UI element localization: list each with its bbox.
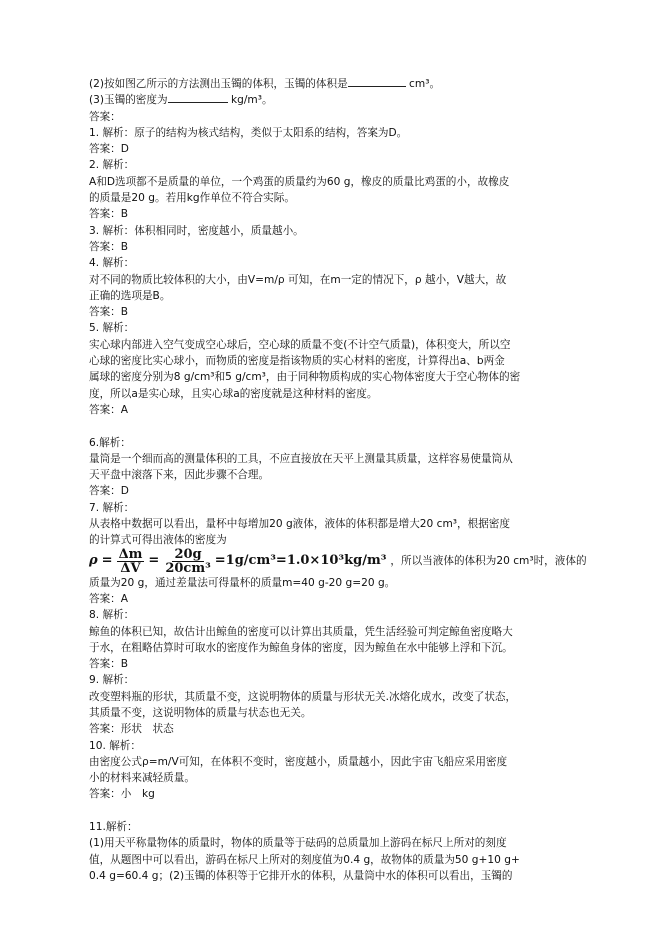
answer-4-text: 对不同的物质比较体积的大小，由V=m/ρ 可知，在m一定的情况下，ρ 越小，V越大，故 bbox=[89, 273, 507, 286]
answer-8-title: 8. 解析： bbox=[89, 609, 135, 622]
answer-11-title: 11.解析： bbox=[89, 821, 138, 834]
answer-8-text: 鲸鱼的体积已知，故估计出鲸鱼的密度可以计算出其质量，凭生活经验可判定鲸鱼密度略大 bbox=[89, 625, 513, 638]
answer-4-title: 4. 解析： bbox=[89, 257, 135, 270]
answer-6-title: 6.解析： bbox=[89, 436, 131, 449]
answer-11-text: 0.4 g=60.4 g；(2)玉镯的体积等于它排开水的体积，从量筒中水的体积可以看出，玉镯的 bbox=[89, 869, 513, 882]
question-2: (2)按如图乙所示的方法测出玉镯的体积，玉镯的体积是 cm³。 bbox=[89, 78, 441, 90]
answer-8-text: 于水，在粗略估算时可取水的密度作为鲸鱼身体的密度，因为鲸鱼在水中能够上浮和下沉。 bbox=[89, 641, 513, 654]
answer-5-text: 属球的密度分别为8 g/cm³和5 g/cm³，由于同种物质构成的实心物体密度大于空心物体的密 bbox=[89, 371, 521, 384]
answer-2: 答案：B bbox=[89, 208, 129, 221]
answer-1-explanation: 1. 解析：原子的结构为核式结构，类似于太阳系的结构，答案为D。 bbox=[89, 126, 408, 139]
answer-blank bbox=[168, 92, 228, 103]
answer-2-title: 2. 解析： bbox=[89, 159, 135, 172]
fraction: $\frac{\Delta m}{\Delta V}$ bbox=[118, 547, 143, 577]
answer-5: 答案：A bbox=[89, 403, 129, 416]
answer-3-explanation: 3. 解析：体积相同时，密度越小，质量越小。 bbox=[89, 224, 304, 237]
answer-6-text: 天平盘中滚落下来，因此步骤不合理。 bbox=[89, 469, 270, 482]
answer-5-text: 心球的密度比实心球小，而物质的密度是指该物质的实心材料的密度，计算得出a、b两金 bbox=[89, 355, 505, 368]
answer-4-text: 正确的选项是B。 bbox=[89, 289, 171, 302]
answer-7: 答案：A bbox=[89, 592, 129, 605]
fraction: $\frac{20g}{\text{20cm³}}$ bbox=[165, 547, 211, 577]
answer-9-title: 9. 解析： bbox=[89, 674, 135, 687]
answer-5-title: 5. 解析： bbox=[89, 322, 135, 335]
answer-6-text: 量筒是一个细而高的测量体积的工具，不应直接放在天平上测量其质量，这样容易使量筒从 bbox=[89, 452, 513, 465]
answer-2-text: A和D选项都不是质量的单位，一个鸡蛋的质量约为60 g，橡皮的质量比鸡蛋的小，故橡皮 bbox=[89, 175, 510, 188]
answer-5-text: 实心球内部进入空气变成空心球后，空心球的质量不变(不计空气质量)，体积变大，所以空 bbox=[89, 338, 511, 351]
answer-document bbox=[89, 76, 587, 884]
answer-7-text: 的计算式可得出液体的密度为 bbox=[89, 534, 227, 547]
answer-2-text: 的质量是20 g。若用kg作单位不符合实际。 bbox=[89, 192, 295, 205]
answer-3: 答案：B bbox=[89, 240, 129, 253]
density-formula-line: ρ = $\frac{\Delta m}{\Delta V}$ = $\frac{20g}{\text{20cm³}}$ =1g/cm³=1.0×10³kg/m³ ，所以当液体的体积为20 cm³时，液体的 bbox=[89, 547, 587, 577]
spacer bbox=[89, 418, 567, 434]
spacer bbox=[89, 803, 567, 819]
answer-8: 答案：B bbox=[89, 658, 129, 671]
answer-10-text: 由密度公式ρ=m/V可知，在体积不变时，密度越小，质量越小，因此宇宙飞船应采用密度 bbox=[89, 755, 508, 768]
answer-10: 答案：小 kg bbox=[89, 788, 155, 801]
answer-9: 答案：形状 状态 bbox=[89, 723, 174, 736]
answer-9-text: 其质量不变，这说明物体的质量与状态也无关。 bbox=[89, 706, 312, 719]
answer-1: 答案：D bbox=[89, 143, 129, 156]
answer-6: 答案：D bbox=[89, 485, 129, 498]
density-formula: ρ = $\frac{\Delta m}{\Delta V}$ = $\frac{20g}{\text{20cm³}}$ =1g/cm³=1.0×10³kg/m³ bbox=[89, 547, 387, 577]
answer-5-text: 度，所以a是实心球，且实心球a的密度就是这种材料的密度。 bbox=[89, 387, 378, 400]
question-3: (3)玉镯的密度为 kg/m³。 bbox=[89, 94, 273, 107]
answer-10-title: 10. 解析： bbox=[89, 739, 141, 752]
answer-9-text: 改变塑料瓶的形状，其质量不变，这说明物体的质量与形状无关.冰熔化成水，改变了状态， bbox=[89, 690, 517, 703]
answer-7-text: 从表格中数据可以看出，量杯中每增加20 g液体，液体的体积都是增大20 cm³，根据密度 bbox=[89, 518, 510, 531]
answers-heading: 答案： bbox=[89, 110, 121, 123]
answer-4: 答案：B bbox=[89, 306, 129, 319]
answer-11-text: (1)用天平称量物体的质量时，物体的质量等于砝码的总质量加上游码在标尺上所对的刻度 bbox=[89, 837, 507, 850]
answer-blank bbox=[348, 76, 406, 87]
answer-11-text: 值，从题图中可以看出，游码在标尺上所对的刻度值为0.4 g，故物体的质量为50 g+10 g+ bbox=[89, 853, 520, 866]
answer-7-title: 7. 解析： bbox=[89, 501, 135, 514]
answer-10-text: 小的材料来减轻质量。 bbox=[89, 772, 195, 785]
answer-7-text: 质量为20 g，通过差量法可得量杯的质量m=40 g-20 g=20 g。 bbox=[89, 576, 396, 589]
